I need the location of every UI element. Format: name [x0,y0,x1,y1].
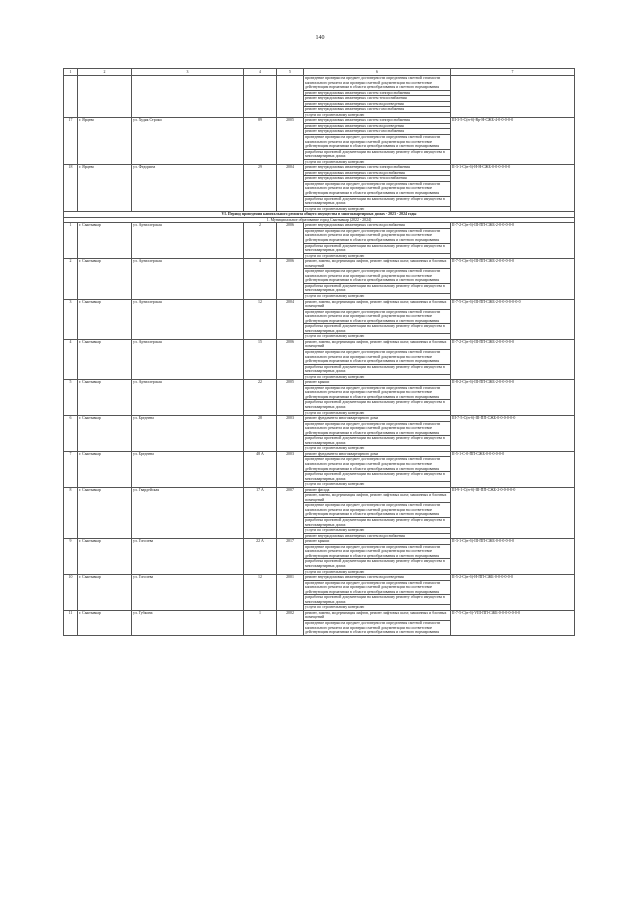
cell-number: 6 [64,416,78,452]
cell-work-type: ремонт фундамента многоквартирного дома [304,451,451,457]
table-row [64,259,575,269]
cell-house-number: 29 [244,165,277,212]
cell-year: 2006 [277,339,304,379]
section-subtitle-cell: 1. Муниципальное образование город Сыктывкар (2022 - 2024) [64,217,575,223]
table-row [64,416,575,422]
table-row [64,539,575,545]
cell-work-type: ремонт крыши [304,539,451,545]
cell-house-number: 12 [244,299,277,339]
cell-work-type: проведение проверки на предмет достоверности определения сметной стоимости капитального ремонта или проверки сметной документации на соответствие действующим нормативам в области ценообразования и сметного нормирования [304,385,451,400]
cell-work-type: ремонт внутридомовых инженерных систем водоотведения [304,123,451,129]
cell-year: 2017 [277,539,304,575]
cell-work-type: проведение проверки на предмет достоверности определения сметной стоимости капитального ремонта или проверки сметной документации на соответствие действующим нормативам в области ценообразования и сметного нормирования [304,421,451,436]
cell-year: 2001 [277,575,304,611]
cell-work-type: услуги по строительному контролю [304,528,451,534]
cell-street: ул. Артиллерская [132,380,244,416]
cell-work-type: услуги по строительному контролю [304,159,451,165]
cell-work-type: разработка проектной документации на капитальному ремонту общего имущества в многоквартирных домах [304,559,451,569]
table-row [64,575,575,581]
cell-number [64,76,78,118]
cell-city: г. Сыктывкар [78,487,132,538]
cell-work-type: ремонт внутридомовых инженерных систем теплоснабжения [304,176,451,182]
cell-code: II-7-2-С(н-б)-III-ПП-СЖБ-2-0-0-0-0-0 [451,339,575,379]
cell-work-type: разработка проектной документации на капитальному ремонту общего имущества в многоквартирных домах [304,364,451,374]
cell-work-type: услуги по строительному контролю [304,293,451,299]
column-header: 7 [451,69,575,76]
table-row [64,487,575,493]
cell-work-type: разработка проектной документации на капитальному ремонту общего имущества в многоквартирных домах [304,283,451,293]
page-number: 140 [315,35,325,41]
cell-year: 2004 [277,299,304,339]
cell-city: г. Сыктывкар [78,380,132,416]
cell-work-type: ремонт, замена, модернизация лифтов, ремонт лифтовых шахт, машинных и блочных помещений [304,339,451,349]
cell-city: г. Сыктывкар [78,539,132,575]
cell-work-type: ремонт внутридомовых инженерных систем газоснабжения [304,129,451,135]
cell-code: III-7-5-С(н-б)-III-ПП-СЖБ-0-0-0-0-0-0 [451,416,575,452]
cell-number: 17 [64,118,78,165]
cell-code: II-7-5-С(н-б)-III-ПП-СЖБ-2-0-0-0-0-0 [451,259,575,299]
table-row [64,380,575,386]
cell-number: 4 [64,339,78,379]
cell-work-type: ремонт внутридомовых инженерных систем водоснабжения [304,223,451,229]
cell-work-type: ремонт крыши [304,380,451,386]
cell-code: II-5-2-С(н-б)-Н-ПП-СЖБ-0-0-0-0-0-0 [451,575,575,611]
cell-work-type: проведение проверки на предмет достоверности определения сметной стоимости капитального ремонта или проверки сметной документации на соответствие действующим нормативам в области ценообразования и сметного нормирования [304,181,451,196]
cell-street: ул. Артиллерская [132,259,244,299]
cell-year: 2006 [277,223,304,259]
cell-code: II-8-2-С(н-б)-III-ПП-СЖБ-2-0-0-0-0-0 [451,380,575,416]
cell-work-type: разработка проектной документации на капитальному ремонту общего имущества в многоквартирных домах [304,324,451,334]
cell-work-type: проведение проверки на предмет достоверности определения сметной стоимости капитального ремонта или проверки сметной документации на соответствие действующим нормативам в области ценообразования и сметного нормирования [304,349,451,364]
cell-year: 2004 [277,165,304,212]
cell-street [132,76,244,118]
cell-work-type: услуги по строительному контролю [304,374,451,380]
cell-street: ул. Бреднева [132,451,244,487]
table-row [64,339,575,349]
cell-city: г. Сыктывкар [78,223,132,259]
cell-code: III-9-1-С(н-б)-III-ПП-СЖБ-2-0-0-0-0-0 [451,487,575,538]
cell-code: II-3-1-С(н-б)-Н-Н-СЖБ-0-0-0-0-0-0 [451,165,575,212]
cell-work-type: услуги по строительному контролю [304,446,451,452]
cell-number: 8 [64,487,78,538]
cell-work-type: услуги по строительному контролю [304,253,451,259]
table-row [64,610,575,620]
cell-work-type: ремонт внутридомовых инженерных систем электроснабжения [304,165,451,171]
cell-number: 2 [64,259,78,299]
cell-house-number: 1 [244,610,277,635]
cell-work-type: разработка проектной документации на капитальному ремонту общего имущества в многоквартирных домах [304,472,451,482]
cell-work-type: услуги по строительному контролю [304,410,451,416]
table-row [64,451,575,457]
cell-street: ул. Худяк Строки [132,118,244,165]
cell-code: II-7-2-С(н-б)-III-ПП-СЖБ-2-0-0-0-0-0 [451,223,575,259]
cell-work-type: ремонт внутридомовых инженерных систем водоотведения [304,101,451,107]
cell-number: 11 [64,610,78,635]
cell-number: 10 [64,575,78,611]
column-header: 3 [132,69,244,76]
cell-city: г. Сыктывкар [78,575,132,611]
cell-work-type: проведение проверки на предмет достоверности определения сметной стоимости капитального ремонта или проверки сметной документации на соответствие действующим нормативам в области ценообразования и сметного нормирования [304,228,451,243]
cell-street: ул. Артиллерская [132,299,244,339]
cell-year: 2005 [277,380,304,416]
column-number-row [64,69,575,76]
cell-number: 3 [64,299,78,339]
cell-city [78,76,132,118]
cell-house-number: 48 А [244,451,277,487]
cell-work-type: разработка проектной документации на капитальному ремонту общего имущества в многоквартирных домах [304,196,451,206]
cell-work-type: ремонт внутридомовых инженерных систем электроснабжения [304,118,451,124]
cell-work-type: ремонт, замена, модернизация лифтов, ремонт лифтовых шахт, машинных и блочных помещений [304,493,451,503]
cell-year: 2003 [277,416,304,452]
cell-street: ул. Артиллерская [132,339,244,379]
cell-work-type: ремонт внутридомовых инженерных систем газоснабжения [304,107,451,113]
table-row [64,76,575,91]
cell-work-type: проведение проверки на предмет достоверности определения сметной стоимости капитального ремонта или проверки сметной документации на соответствие действующим нормативам в области ценообразования и сметного нормирования [304,503,451,518]
cell-work-type: разработка проектной документации на капитальному ремонту общего имущества в многоквартирных домах [304,243,451,253]
cell-code: II-5-1-С-0-ПП-СЖБ-0-0-0-0-0-0 [451,451,575,487]
cell-year: 2005 [277,118,304,165]
cell-code: II-7-5-С(н-б)-VIII-ПП-СЖБ-0-0-0-0-0-0-0 [451,610,575,635]
cell-house-number: 22 А [244,539,277,575]
cell-house-number: 28 [244,416,277,452]
cell-street: ул. Гоголева [132,575,244,611]
cell-work-type: разработка проектной документации на капитальному ремонту общего имущества в многоквартирных домах [304,518,451,528]
cell-work-type: проведение проверки на предмет достоверности определения сметной стоимости капитального ремонта или проверки сметной документации на соответствие действующим нормативам в области ценообразования и сметного нормирования [304,76,451,91]
table-row [64,299,575,309]
cell-city: г. Ярцево [78,118,132,165]
cell-city: г. Сыктывкар [78,339,132,379]
cell-work-type: услуги по строительному контролю [304,569,451,575]
cell-house-number: 15 [244,339,277,379]
cell-work-type: ремонт внутридомовых инженерных систем водоснабжения [304,533,451,539]
column-header: 4 [244,69,277,76]
cell-year: 2003 [277,451,304,487]
cell-house-number: 12 [244,575,277,611]
cell-number: 18 [64,165,78,212]
cell-year: 2006 [277,259,304,299]
cell-number: 7 [64,451,78,487]
cell-work-type: услуги по строительному контролю [304,605,451,611]
table-row [64,118,575,124]
table-row [64,223,575,229]
cell-work-type: разработка проектной документации на капитальному ремонту общего имущества в многоквартирных домах [304,400,451,410]
cell-street: ул. Бреднева [132,416,244,452]
cell-house-number: 17 А [244,487,277,538]
cell-work-type: разработка проектной документации на капитальному ремонту общего имущества в многоквартирных домах [304,436,451,446]
cell-street: ул. Гоголева [132,539,244,575]
cell-work-type: разработка проектной документации на капитальному ремонту общего имущества в многоквартирных домах [304,595,451,605]
cell-city: г. Сыктывкар [78,299,132,339]
column-header: 2 [78,69,132,76]
cell-work-type: услуги по строительному контролю [304,206,451,212]
column-header: 1 [64,69,78,76]
cell-city: г. Ярцево [78,165,132,212]
cell-work-type: проведение проверки на предмет достоверности определения сметной стоимости капитального ремонта или проверки сметной документации на соответствие действующим нормативам в области ценообразования и сметного нормирования [304,620,451,635]
cell-work-type: проведение проверки на предмет достоверности определения сметной стоимости капитального ремонта или проверки сметной документации на соответствие действующим нормативам в области ценообразования и сметного нормирования [304,544,451,559]
cell-house-number: 22 [244,380,277,416]
cell-work-type: ремонт фасада [304,487,451,493]
cell-house-number: 4 [244,259,277,299]
cell-work-type: ремонт внутридомовых инженерных систем электроснабжения [304,90,451,96]
cell-year [277,76,304,118]
table-row [64,165,575,171]
cell-work-type: ремонт, замена, модернизация лифтов, ремонт лифтовых шахт, машинных и блочных помещений [304,259,451,269]
column-header: 5 [277,69,304,76]
cell-work-type: ремонт фундамента многоквартирного дома [304,416,451,422]
cell-work-type: разработка проектной документации на капитальному ремонту общего имущества в многоквартирных домах [304,149,451,159]
cell-work-type: ремонт внутридомовых инженерных систем водоотведения [304,575,451,581]
cell-code [451,76,575,118]
cell-number: 1 [64,223,78,259]
cell-year: 2007 [277,487,304,538]
cell-number: 5 [64,380,78,416]
cell-house-number: 2 [244,223,277,259]
cell-code: II-3-1-С(н-б)-III-ПП-СЖБ-0-0-0-0-0-0 [451,539,575,575]
cell-work-type: ремонт внутридомовых инженерных систем теплоснабжения [304,96,451,102]
cell-work-type: услуги по строительному контролю [304,112,451,118]
cell-work-type: услуги по строительному контролю [304,482,451,488]
cell-house-number [244,76,277,118]
table-body [64,69,575,636]
column-header: 6 [304,69,451,76]
cell-street: ул. Губкина [132,610,244,635]
cell-work-type: проведение проверки на предмет достоверности определения сметной стоимости капитального ремонта или проверки сметной документации на соответствие действующим нормативам в области ценообразования и сметного нормирования [304,580,451,595]
cell-city: г. Сыктывкар [78,416,132,452]
cell-work-type: ремонт, замена, модернизация лифтов, ремонт лифтовых шахт, машинных и блочных помещений [304,610,451,620]
cell-number: 9 [64,539,78,575]
cell-work-type: проведение проверки на предмет достоверности определения сметной стоимости капитального ремонта или проверки сметной документации на соответствие действующим нормативам в области ценообразования и сметного нормирования [304,269,451,284]
cell-street: ул. Гвардейская [132,487,244,538]
cell-street: ул. Федорина [132,165,244,212]
cell-city: г. Сыктывкар [78,451,132,487]
cell-code: II-7-5-С(н-б)-III-ПП-СЖБ-2-0-0-0-0-0-0-0 [451,299,575,339]
cell-work-type: услуги по строительному контролю [304,334,451,340]
section-title-cell: VI. Период проведения капитального ремонта общего имущества в многоквартирных домах - 2023 - 2024 годы [64,212,575,218]
cell-year: 2002 [277,610,304,635]
cell-house-number: 89 [244,118,277,165]
cell-street: ул. Артиллерская [132,223,244,259]
cell-work-type: проведение проверки на предмет достоверности определения сметной стоимости капитального ремонта или проверки сметной документации на соответствие действующим нормативам в области ценообразования и сметного нормирования [304,135,451,150]
cell-work-type: проведение проверки на предмет достоверности определения сметной стоимости капитального ремонта или проверки сметной документации на соответствие действующим нормативам в области ценообразования и сметного нормирования [304,309,451,324]
cell-work-type: ремонт, замена, модернизация лифтов, ремонт лифтовых шахт, машинных и блочных помещений [304,299,451,309]
cell-work-type: проведение проверки на предмет достоверности определения сметной стоимости капитального ремонта или проверки сметной документации на соответствие действующим нормативам в области ценообразования и сметного нормирования [304,457,451,472]
cell-city: г. Сыктывкар [78,610,132,635]
cell-code: III-3-5-С(н-б)-Вр-Н-СЖБ-4-0-0-0-0-0 [451,118,575,165]
capital-repair-register-table [63,68,575,636]
cell-work-type: ремонт внутридомовых инженерных систем водоснабжения [304,170,451,176]
cell-city: г. Сыктывкар [78,259,132,299]
